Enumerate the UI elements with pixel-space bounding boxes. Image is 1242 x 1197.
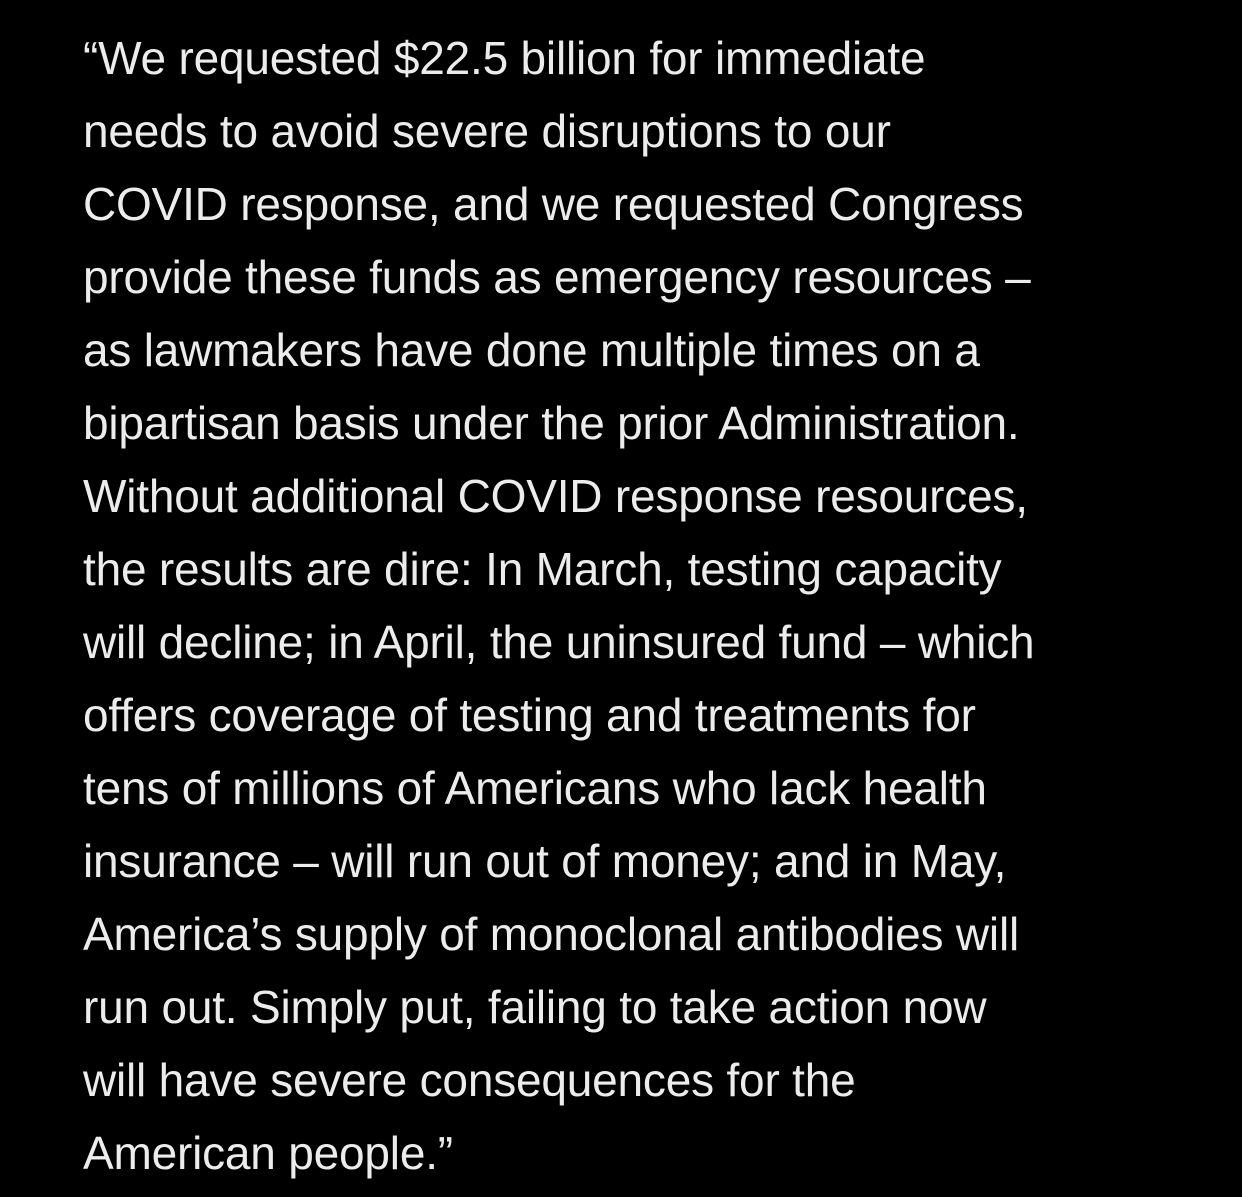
quote-line: COVID response, and we requested Congress — [83, 178, 1024, 230]
quote-line: American people.” — [83, 1127, 453, 1179]
quote-line: bipartisan basis under the prior Administration. — [83, 397, 1020, 449]
quote-line: the results are dire: In March, testing capacity — [83, 543, 1002, 595]
quote-line: as lawmakers have done multiple times on a — [83, 324, 980, 376]
quote-line: America’s supply of monoclonal antibodies will — [83, 908, 1019, 960]
quote-line: “We requested $22.5 billion for immediate — [83, 32, 926, 84]
quote-line: will have severe consequences for the — [83, 1054, 856, 1106]
quote-line: provide these funds as emergency resources – — [83, 251, 1031, 303]
quote-line: insurance – will run out of money; and in May, — [83, 835, 1007, 887]
quote-text-block — [83, 22, 1223, 1190]
quote-line: Without additional COVID response resources, — [83, 470, 1028, 522]
quote-line: run out. Simply put, failing to take action now — [83, 981, 987, 1033]
quote-line: will decline; in April, the uninsured fund – which — [83, 616, 1035, 668]
quote-line: offers coverage of testing and treatments for — [83, 689, 976, 741]
quote-line: tens of millions of Americans who lack health — [83, 762, 987, 814]
quote-line: needs to avoid severe disruptions to our — [83, 105, 891, 157]
